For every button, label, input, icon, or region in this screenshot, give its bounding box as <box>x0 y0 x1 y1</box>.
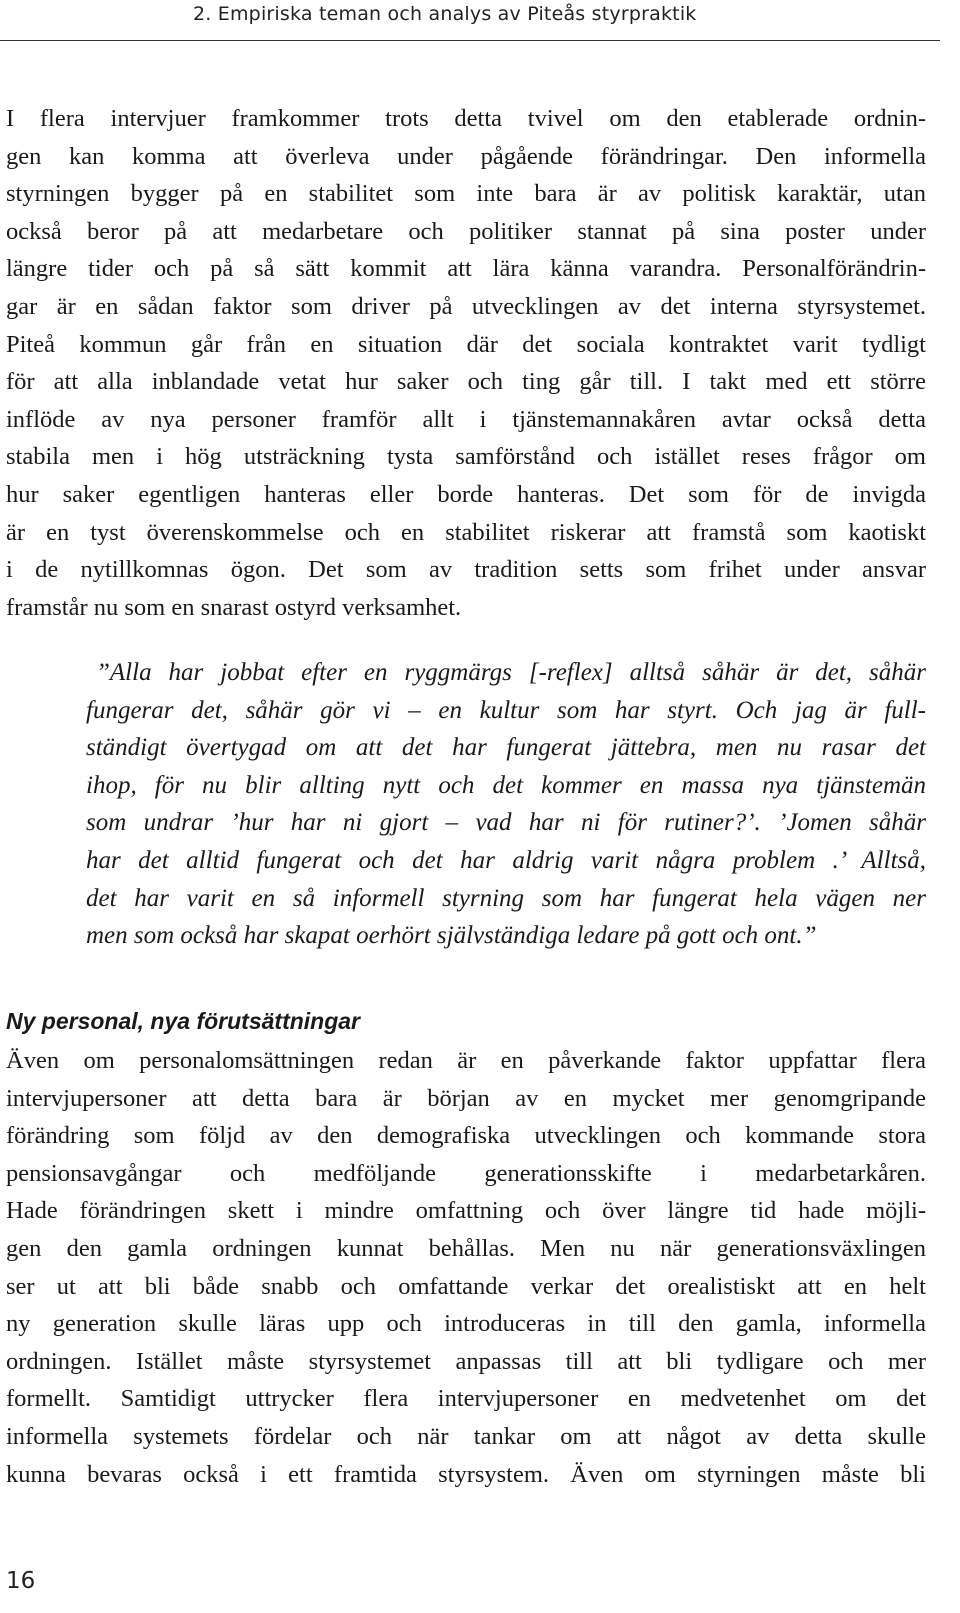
text-line: styrningen bygger på en stabilitet som inte bara är av politisk karaktär, utan <box>6 180 926 208</box>
text-line: I flera intervjuer framkommer trots detta tvivel om den etablerade ordnin- <box>6 105 926 132</box>
quote-line: ihop, för nu blir allting nytt och det kommer en massa nya tjänstemän <box>86 771 926 799</box>
text-line: längre tider och på så sätt kommit att lära känna varandra. Personalförändrin- <box>6 255 926 283</box>
text-line: hur saker egentligen hanteras eller borde hanteras. Det som för de invigda <box>6 480 926 508</box>
quote-line: ”Alla har jobbat efter en ryggmärgs [-reflex] alltså såhär är det, såhär <box>96 659 926 686</box>
text-line: är en tyst överenskommelse och en stabilitet riskerar att framstå som kaotiskt <box>6 518 926 546</box>
quote-line: som undrar ’hur har ni gjort – vad har ni för rutiner?’. ’Jomen såhär <box>86 809 926 837</box>
text-line: Hade förändringen skett i mindre omfattning och över längre tid hade möjli- <box>6 1197 926 1225</box>
text-line: ny generation skulle läras upp och introduceras in till den gamla, informella <box>6 1310 926 1338</box>
text-line: ser ut att bli både snabb och omfattande verkar det orealistiskt att en helt <box>6 1272 926 1300</box>
text-line: gar är en sådan faktor som driver på utvecklingen av det interna styrsystemet. <box>6 292 926 320</box>
text-line: framstår nu som en snarast ostyrd verksamhet. <box>6 593 462 621</box>
text-line: gen den gamla ordningen kunnat behållas. Men nu när generationsväxlingen <box>6 1234 926 1262</box>
running-title: 2. Empiriska teman och analys av Piteås styrpraktik <box>193 3 697 25</box>
body-paragraph-2 <box>6 1042 926 1493</box>
text-line: också beror på att medarbetare och politiker stannat på sina poster under <box>6 217 926 245</box>
quote-line: har det alltid fungerat och det har aldrig varit några problem .’ Alltså, <box>86 846 926 874</box>
interview-quote <box>86 654 926 955</box>
text-line: intervjupersoner att detta bara är början av en mycket mer genomgripande <box>6 1084 926 1112</box>
quote-line: fungerar det, såhär gör vi – en kultur som har styrt. Och jag är full- <box>86 696 926 724</box>
text-line: informella systemets fördelar och när tankar om att något av detta skulle <box>6 1422 926 1450</box>
text-line: för att alla inblandade vetat hur saker och ting går till. I takt med ett större <box>6 368 926 396</box>
section-heading: Ny personal, nya förutsättningar <box>6 1008 361 1034</box>
quote-line: ständigt övertygad om att det har fungerat jättebra, men nu rasar det <box>86 734 926 762</box>
text-line: stabila men i hög utsträckning tysta samförstånd och istället reses frågor om <box>6 443 926 471</box>
text-line: gen kan komma att överleva under pågående förändringar. Den informella <box>6 142 926 170</box>
text-line: förändring som följd av den demografiska utvecklingen och kommande stora <box>6 1122 926 1150</box>
text-line: Piteå kommun går från en situation där det sociala kontraktet varit tydligt <box>6 330 926 358</box>
text-line: ordningen. Istället måste styrsystemet anpassas till att bli tydligare och mer <box>6 1347 926 1375</box>
page-number: 16 <box>6 1568 36 1594</box>
text-line: inflöde av nya personer framför allt i tjänstemannakåren avtar också detta <box>6 405 926 433</box>
quote-line: men som också har skapat oerhört självständiga ledare på gott och ont.” <box>86 922 817 950</box>
text-line: pensionsavgångar och medföljande generationsskifte i medarbetarkåren. <box>6 1159 926 1187</box>
text-line: Även om personalomsättningen redan är en påverkande faktor uppfattar flera <box>6 1047 926 1074</box>
text-line: i de nytillkomnas ögon. Det som av tradition setts som frihet under ansvar <box>6 556 926 584</box>
body-paragraph-1 <box>6 100 926 626</box>
text-line: formellt. Samtidigt uttrycker flera intervjupersoner en medvetenhet om det <box>6 1385 926 1413</box>
text-line: kunna bevaras också i ett framtida styrsystem. Även om styrningen måste bli <box>6 1460 926 1488</box>
running-header <box>0 0 940 41</box>
quote-line: det har varit en så informell styrning som har fungerat hela vägen ner <box>86 884 926 912</box>
